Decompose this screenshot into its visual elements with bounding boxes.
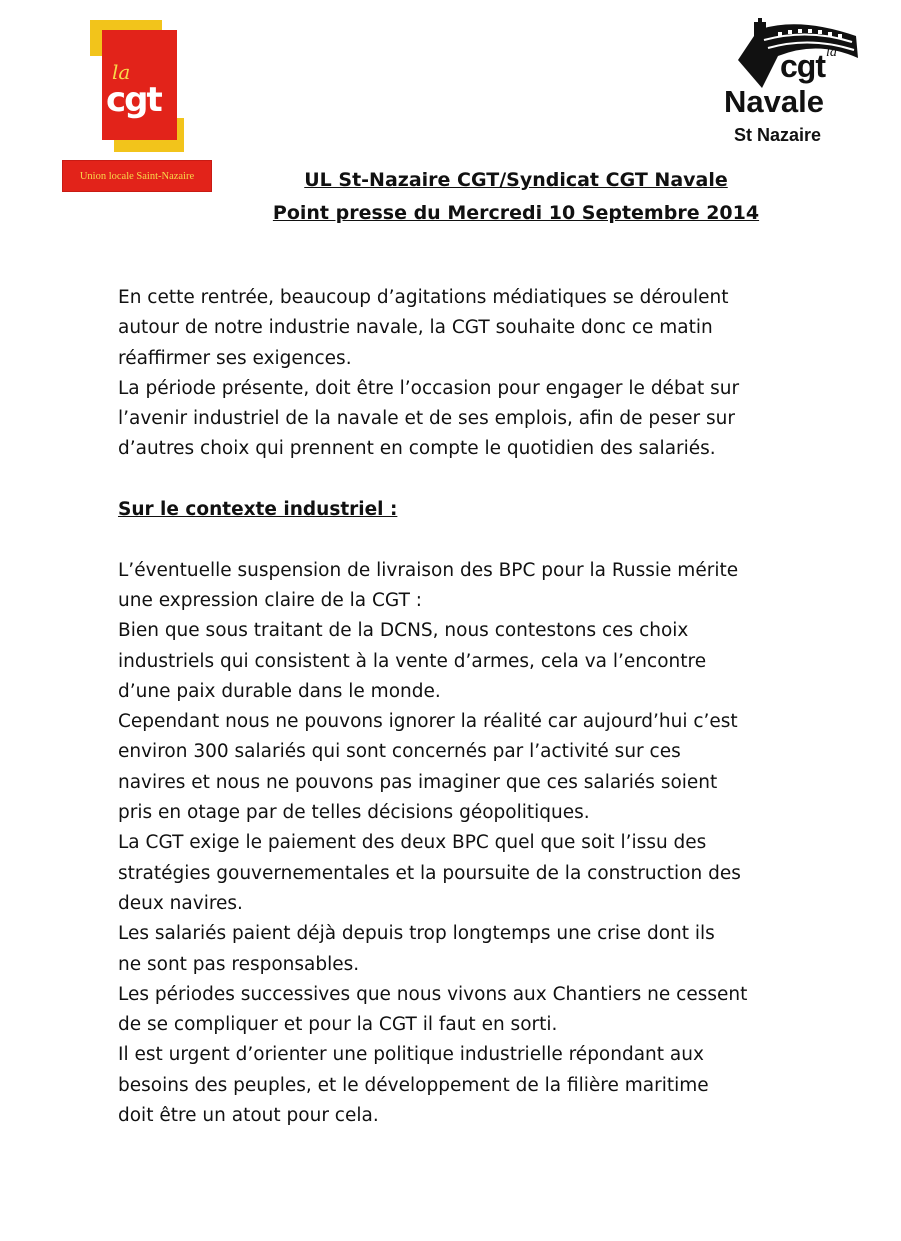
- body-line: environ 300 salariés qui sont concernés par l’activité sur ces: [118, 741, 681, 763]
- body-line: d’autres choix qui prennent en compte le quotidien des salariés.: [118, 438, 716, 460]
- body-line: pris en otage par de telles décisions géopolitiques.: [118, 802, 590, 824]
- body-line: d’une paix durable dans le monde.: [118, 680, 441, 702]
- body-line: ne sont pas responsables.: [118, 953, 360, 975]
- body-line: La période présente, doit être l’occasion pour engager le débat sur: [118, 377, 740, 399]
- body-line: Bien que sous traitant de la DCNS, nous contestons ces choix: [118, 620, 689, 642]
- logo-location-text: St Nazaire: [734, 125, 822, 145]
- logo-la-text: la: [112, 60, 131, 84]
- body-line: Les périodes successives que nous vivons aux Chantiers ne cessent: [118, 983, 748, 1005]
- cgt-navale-logo: [718, 18, 868, 153]
- body-line: La CGT exige le paiement des deux BPC quel que soit l’issu des: [118, 832, 707, 854]
- body-line: stratégies gouvernementales et la poursuite de la construction des: [118, 862, 741, 884]
- logo-cgt-text: cgt: [106, 80, 161, 120]
- union-locale-band: [62, 160, 212, 192]
- document-title: [236, 164, 796, 230]
- title-line-1: UL St-Nazaire CGT/Syndicat CGT Navale: [304, 169, 728, 191]
- cgt-union-locale-logo: [62, 20, 212, 192]
- union-locale-label: Union locale Saint-Nazaire: [79, 170, 195, 182]
- paragraph-gap: [118, 465, 828, 495]
- body-line: L’éventuelle suspension de livraison des BPC pour la Russie mérite: [118, 559, 739, 581]
- logo-red-square: [102, 30, 177, 140]
- body-line: réaffirmer ses exigences.: [118, 347, 352, 369]
- body-line: de se compliquer et pour la CGT il faut en sorti.: [118, 1014, 558, 1036]
- body-line: l’avenir industriel de la navale et de ses emplois, afin de peser sur: [118, 408, 735, 430]
- logo-navale-text: Navale: [724, 84, 824, 119]
- logo-la-text: la: [826, 45, 837, 60]
- body-line: Il est urgent d’orienter une politique industrielle répondant aux: [118, 1044, 704, 1066]
- body-line: doit être un atout pour cela.: [118, 1105, 379, 1127]
- logo-yellow-bar: [114, 138, 184, 152]
- paragraph-gap: [118, 525, 828, 555]
- logo-cgt-text: cgt: [780, 48, 825, 84]
- body-line: deux navires.: [118, 892, 243, 914]
- body-line: autour de notre industrie navale, la CGT souhaite donc ce matin: [118, 317, 713, 339]
- title-line-2: Point presse du Mercredi 10 Septembre 2014: [272, 202, 760, 224]
- body-line: une expression claire de la CGT :: [118, 589, 423, 611]
- document-body: [118, 283, 828, 1131]
- body-line: navires et nous ne pouvons pas imaginer que ces salariés soient: [118, 771, 718, 793]
- body-line: industriels qui consistent à la vente d’armes, cela va l’encontre: [118, 650, 707, 672]
- section-heading: Sur le contexte industriel :: [118, 499, 398, 521]
- body-line: Les salariés paient déjà depuis trop longtemps une crise dont ils: [118, 923, 715, 945]
- body-line: besoins des peuples, et le développement de la filière maritime: [118, 1074, 709, 1096]
- body-line: Cependant nous ne pouvons ignorer la réalité car aujourd’hui c’est: [118, 711, 738, 733]
- body-line: En cette rentrée, beaucoup d’agitations médiatiques se déroulent: [118, 287, 729, 308]
